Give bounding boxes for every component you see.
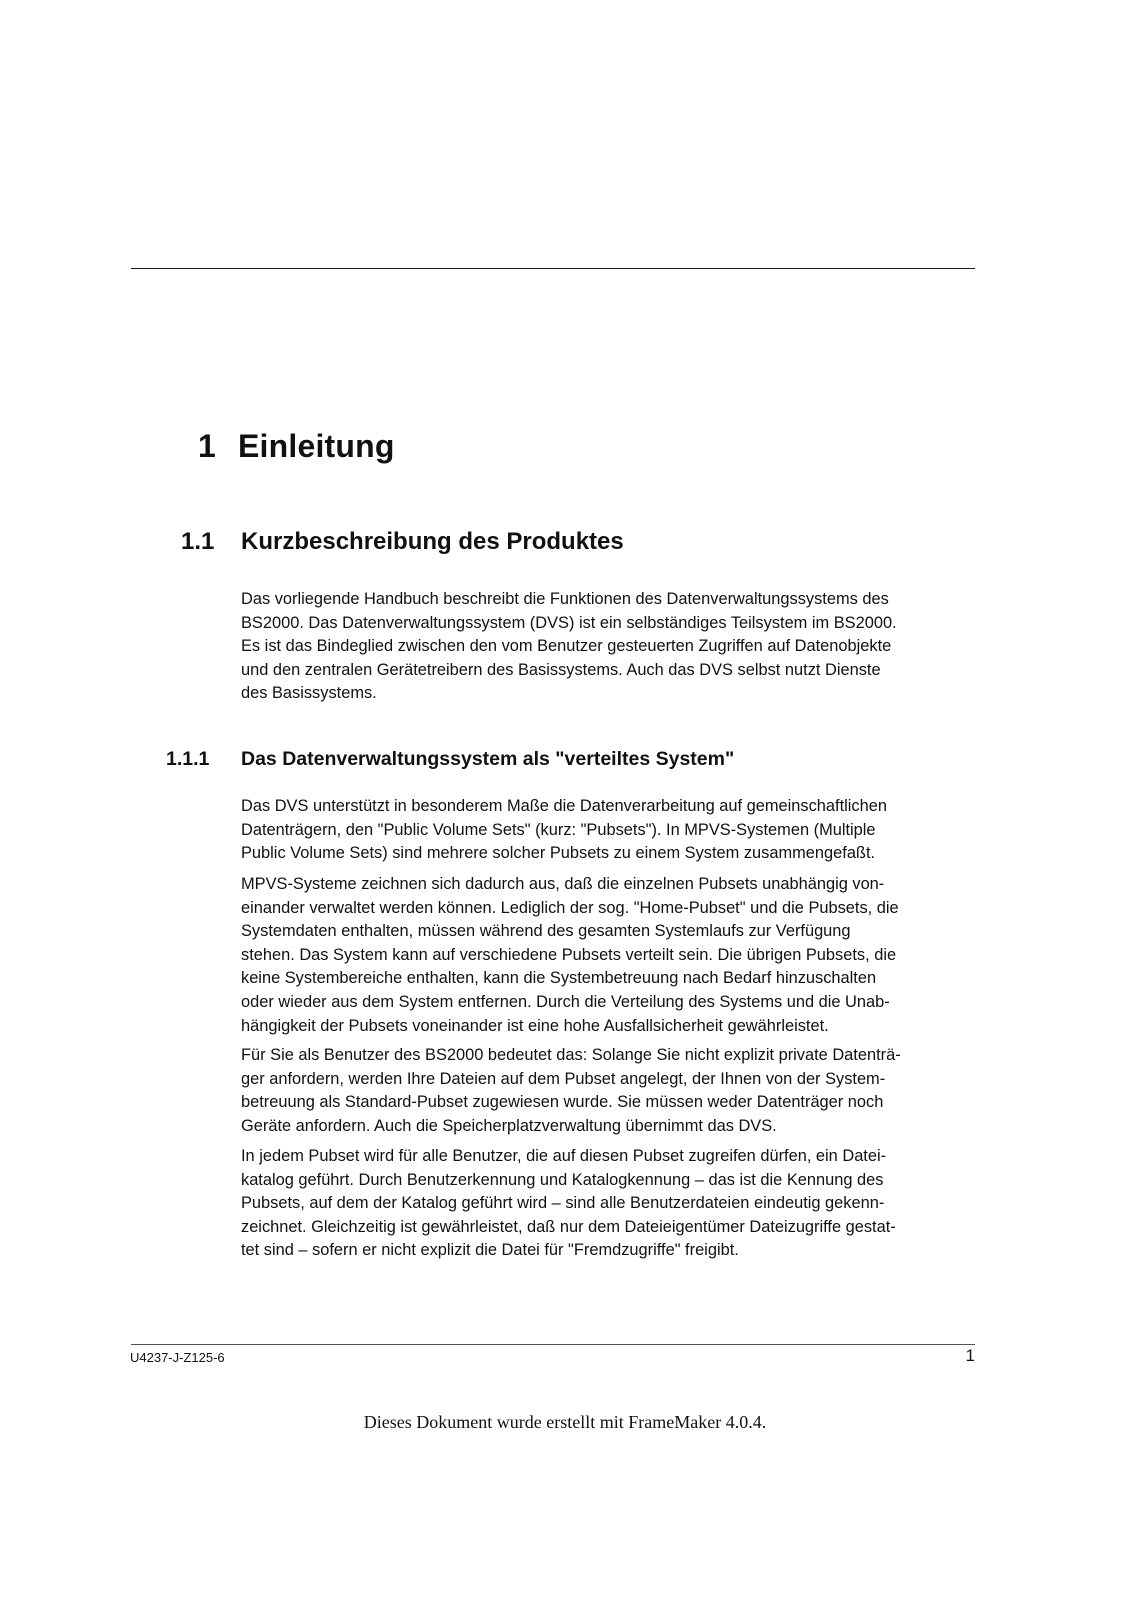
section-number: 1.1 <box>181 528 215 555</box>
text-line: betreuung als Standard-Pubset zugewiesen wurde. Sie müssen weder Datenträger noch <box>241 1093 884 1112</box>
footer-page-number: 1 <box>965 1346 975 1365</box>
text-line: Das DVS unterstützt in besonderem Maße die Datenverarbeitung auf gemeinschaftlichen <box>241 797 887 815</box>
text-line: oder wieder aus dem System entfernen. Durch die Verteilung des Systems und die Unab- <box>241 992 890 1011</box>
chapter-number: 1 <box>198 428 216 464</box>
body-paragraph <box>241 873 981 1038</box>
header-rule <box>131 268 975 269</box>
body-paragraph <box>241 795 981 866</box>
text-line: Geräte anfordern. Auch die Speicherplatzverwaltung übernimmt das DVS. <box>241 1116 777 1135</box>
text-line: keine Systembereiche enthalten, kann die Systembetreuung nach Bedarf hinzuschalten <box>241 969 877 988</box>
text-line: einander verwaltet werden können. Lediglich der sog. "Home-Pubset" und die Pubsets, die <box>241 898 899 917</box>
text-line: In jedem Pubset wird für alle Benutzer, die auf diesen Pubset zugreifen dürfen, ein Datei- <box>241 1147 887 1165</box>
section-intro-paragraph <box>241 588 981 706</box>
generator-note: Dieses Dokument wurde erstellt mit FrameMaker 4.0.4. <box>363 1412 767 1432</box>
body-paragraph <box>241 1044 981 1138</box>
text-line: stehen. Das System kann auf verschiedene Pubsets verteilt sein. Die übrigen Pubsets, die <box>241 945 897 964</box>
chapter-heading <box>198 428 395 465</box>
text-line: Es ist das Bindeglied zwischen den vom Benutzer gesteuerten Zugriffen auf Datenobjekte <box>241 637 892 656</box>
body-paragraph <box>241 1145 981 1263</box>
section-heading <box>181 528 624 556</box>
text-line: Systemdaten enthalten, müssen während des gesamten Systemlaufs zur Verfügung <box>241 922 851 941</box>
footer-doc-id: U4237-J-Z125-6 <box>130 1350 225 1365</box>
text-line: Datenträgern, den "Public Volume Sets" (kurz: "Pubsets"). In MPVS-Systemen (Multiple <box>241 820 876 839</box>
subsection-title: Das Datenverwaltungssystem als "verteiltes System" <box>241 748 735 770</box>
text-line: Das vorliegende Handbuch beschreibt die Funktionen des Datenverwaltungssystems des <box>241 590 889 608</box>
text-line: BS2000. Das Datenverwaltungssystem (DVS) ist ein selbständiges Teilsystem im BS2000. <box>241 613 897 632</box>
text-line: zeichnet. Gleichzeitig ist gewährleistet, daß nur dem Dateieigentümer Dateizugriffe gestat- <box>241 1217 896 1236</box>
text-line: Public Volume Sets) sind mehrere solcher Pubsets zu einem System zusammengefaßt. <box>241 844 876 863</box>
text-line: hängigkeit der Pubsets voneinander ist eine hohe Ausfallsicherheit gewährleistet. <box>241 1016 829 1035</box>
text-line: des Basissystems. <box>241 684 377 703</box>
text-line: ger anfordern, werden Ihre Dateien auf dem Pubset angelegt, der Ihnen von der System- <box>241 1069 886 1088</box>
text-line: Für Sie als Benutzer des BS2000 bedeutet das: Solange Sie nicht explizit private Datenträ- <box>241 1046 901 1064</box>
text-line: MPVS-Systeme zeichnen sich dadurch aus, daß die einzelnen Pubsets unabhängig von- <box>241 875 885 893</box>
text-line: tet sind – sofern er nicht explizit die Datei für "Fremdzugriffe" freigibt. <box>241 1241 739 1260</box>
text-line: katalog geführt. Durch Benutzerkennung und Katalogkennung – das ist die Kennung des <box>241 1170 884 1189</box>
text-line: und den zentralen Gerätetreibern des Basissystems. Auch das DVS selbst nutzt Dienste <box>241 660 881 679</box>
subsection-number: 1.1.1 <box>166 748 210 770</box>
text-line: Pubsets, auf dem der Katalog geführt wird – sind alle Benutzerdateien eindeutig gekenn- <box>241 1194 885 1213</box>
chapter-title: Einleitung <box>238 428 395 464</box>
subsection-heading <box>166 748 734 771</box>
footer-rule <box>131 1344 975 1345</box>
section-title: Kurzbeschreibung des Produktes <box>241 528 624 555</box>
